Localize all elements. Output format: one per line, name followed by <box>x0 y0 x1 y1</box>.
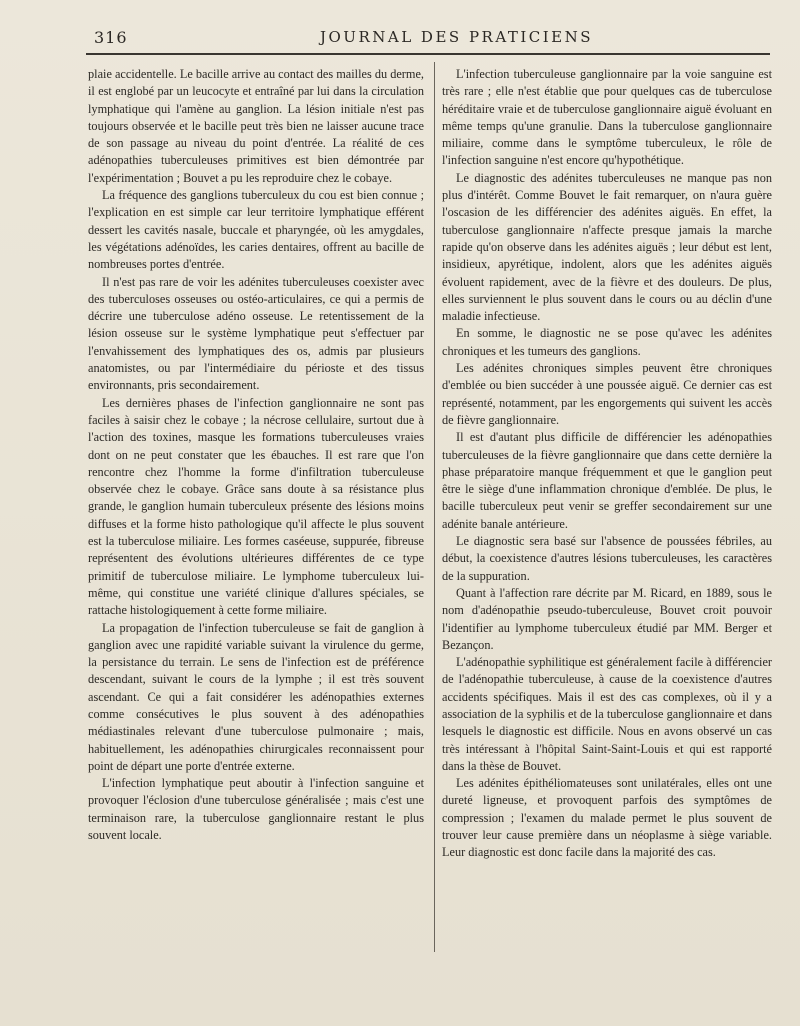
header-rule <box>86 53 770 55</box>
paragraph: Le diagnostic sera basé sur l'absence de poussées fébriles, au début, la coexistence d'autres lésions tuberculeuses, les caractères de la suppuration. <box>442 534 772 583</box>
paragraph: L'adénopathie syphilitique est généralement facile à différencier de l'adénopathie tuberculeuse, à cause de la coexistence d'autres accidents spécifiques. Mais il est des cas complexes, où il y a association de la syphilis et de la tuberculose ganglionnaire et dans lesquels le diagnostic est difficile. Nous en avons observé un cas très intéressant à l'hôpital Saint-Saint-Louis et qui est rapporté dans la thèse de Bouvet. <box>442 655 772 773</box>
paragraph: L'infection tuberculeuse ganglionnaire par la voie sanguine est très rare ; elle n'est établie que pour quelques cas de tuberculose héréditaire vraie et de tuberculose ganglionnaire aiguë évoluant en même temps qu'une granulie. Dans la tuberculose ganglionnaire miliaire, comme dans le symptôme tuberculeux, le rôle de l'infection sanguine n'est encore qu'hypothétique. <box>442 67 772 168</box>
paragraph: La fréquence des ganglions tuberculeux du cou est bien connue ; l'explication en est simple car leur territoire lymphatique efférent dessert les cavités nasale, buccale et pharyngée, où les amygdales, les végétations adénoïdes, les caries dentaires, offrent au bacille de nombreuses portes d'entrée. <box>88 188 424 272</box>
running-title: JOURNAL DES PRATICIENS <box>320 28 594 46</box>
page-number: 316 <box>94 28 128 47</box>
paragraph: Il est d'autant plus difficile de différencier les adénopathies tuberculeuses de la fièvre ganglionnaire que dans cette dernière la phase préparatoire manque fréquemment et que le ganglion peut être le siège d'une inflammation chronique d'emblée. De plus, le bacille tuberculeux peut venir se greffer secondairement sur une adénite banale antérieure. <box>442 430 772 531</box>
paragraph: Les adénites épithéliomateuses sont unilatérales, elles ont une dureté ligneuse, et provoquent parfois des symptômes de compression ; l'examen du malade permet le plus souvent de trouver leur cause première dans un néoplasme à siège variable. Leur diagnostic est donc facile dans la majorité des cas. <box>442 776 772 860</box>
paragraph: Quant à l'affection rare décrite par M. Ricard, en 1889, sous le nom d'adénopathie pseudo-tuberculeuse, Bouvet croit pouvoir l'identifier au lymphome tuberculeux étudié par MM. Berger et Bezançon. <box>442 585 772 652</box>
paragraph: La propagation de l'infection tuberculeuse se fait de ganglion à ganglion avec une rapidité variable suivant la virulence du germe, la persistance du terrain. Le sens de l'infection est de préférence descendant, suivant le cours de la lymphe ; il est très souvent ascendant. Ce qui a fait considérer les adénopathies externes comme consécutives le plus souvent à des adénopathies médiastinales relevant d'une tuberculose pulmonaire ; mais, habituellement, les adénopathies chirurgicales reconnaissent pour point de départ une porte d'entrée externe. <box>88 620 424 773</box>
paragraph: En somme, le diagnostic ne se pose qu'avec les adénites chroniques et les tumeurs des ganglions. <box>442 326 772 358</box>
paragraph: Les dernières phases de l'infection ganglionnaire ne sont pas faciles à saisir chez le cobaye ; la nécrose cellulaire, surtout due à l'action des toxines, masque les formations tuberculeuses vraies dont on ne peut constater que les ébauches. Il est rare que l'on rencontre chez l'homme la forme d'infiltration tuberculeuse observée chez le cobaye. Grâce sans doute à sa résistance plus grande, le ganglion humain tuberculeux présente des lésions moins diffuses et la forme histo pathologique qu'il affecte le plus souvent est la tuberculose miliaire. Les formes caséeuse, suppurée, fibreuse représentent des évolutions ultérieures différentes de ce type primitif de tuberculose miliaire. Le lymphome tuberculeux lui-même, qui constitue une variété clinique d'allures spéciales, se rattache histologiquement à cette forme miliaire. <box>88 395 424 618</box>
page-header <box>0 28 800 50</box>
paragraph: Il n'est pas rare de voir les adénites tuberculeuses coexister avec des tuberculoses osseuses ou ostéo-articulaires, ce qui a permis de décrire une tuberculose adéno osseuse. Le retentissement de la lésion osseuse sur le système lymphatique peut s'effectuer par l'envahissement des lymphatiques des os, admis par plusieurs anatomistes, ou par l'intermédiaire du périoste et des tissus environnants, pris secondairement. <box>88 274 424 393</box>
left-column <box>88 66 424 966</box>
column-divider <box>434 62 435 952</box>
paragraph: L'infection lymphatique peut aboutir à l'infection sanguine et provoquer l'éclosion d'une tuberculose généralisée ; mais c'est une terminaison rare, la tuberculose ganglionnaire restant le plus souvent locale. <box>88 776 424 843</box>
paragraph: plaie accidentelle. Le bacille arrive au contact des mailles du derme, il est englobé par un leucocyte et entraîné par lui dans la circulation lymphatique qui l'amène au ganglion. La lésion initiale n'est pas toujours observée et le bacille peut très bien ne laisser aucune trace de son passage au niveau du point d'entrée. La réalité de ces adénopathies tuberculeuses primitives est bien démontrée par l'expérimentation ; Bouvet a pu les reproduire chez le cobaye. <box>88 67 424 185</box>
paragraph: Les adénites chroniques simples peuvent être chroniques d'emblée ou bien succéder à une poussée aiguë. Ce dernier cas est représenté, notamment, par les engorgements qui suivent les accès de fièvre ganglionnaire. <box>442 361 772 427</box>
right-column <box>442 66 772 966</box>
paragraph: Le diagnostic des adénites tuberculeuses ne manque pas non plus d'intérêt. Comme Bouvet le fait remarquer, on n'aura guère l'oscasion de les différencier des adénites aiguës. En effet, la tuberculose ganglionnaire n'affecte presque jamais la marche rapide qu'on observe dans les adénites aiguës ; leur début est lent, insidieux, apyrétique, indolent, alors que les adénites aiguës évoluent rapidement, avec de la fièvre et des douleurs. De plus, elles surviennent le plus souvent dans le cours ou au déclin d'une maladie infectieuse. <box>442 170 772 324</box>
